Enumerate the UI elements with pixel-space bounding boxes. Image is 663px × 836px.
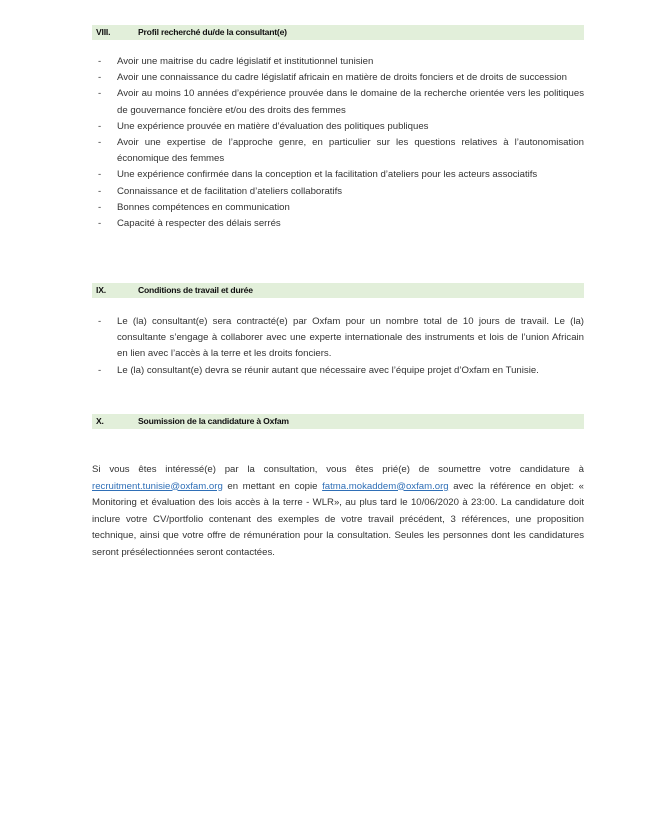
list-item: - Le (la) consultant(e) devra se réunir autant que nécessaire avec l’équipe projet d’Oxfam en Tunisie. xyxy=(92,363,584,379)
section-number: VIII. xyxy=(96,27,111,37)
list-item: - Connaissance et de facilitation d’ateliers collaboratifs xyxy=(92,184,584,200)
bullet-dash-icon: - xyxy=(98,364,102,376)
bullet-dash-icon: - xyxy=(98,137,102,149)
section-title: Soumission de la candidature à Oxfam xyxy=(138,416,289,426)
list-item: - Capacité à respecter des délais serrés xyxy=(92,216,584,232)
bullet-dash-icon: - xyxy=(98,72,102,84)
bullet-dash-icon: - xyxy=(98,185,102,197)
work-conditions-list xyxy=(92,314,584,379)
section-heading-ix xyxy=(92,283,584,298)
list-item: - Avoir au moins 10 années d’expérience prouvée dans le domaine de la recherche orientée vers les politiques de gouvernance foncière et/ou des droits des femmes xyxy=(98,88,584,116)
bullet-dash-icon: - xyxy=(98,201,102,213)
section-heading-x xyxy=(92,414,584,429)
list-item: - Avoir une maitrise du cadre législatif et institutionnel tunisien xyxy=(92,54,584,70)
section-number: IX. xyxy=(96,285,106,295)
section-title: Profil recherché du/de la consultant(e) xyxy=(138,27,287,37)
section-number: X. xyxy=(96,416,104,426)
bullet-dash-icon: - xyxy=(98,218,102,230)
recruitment-email-link[interactable]: recruitment.tunisie@oxfam.org xyxy=(92,480,223,492)
list-item: - Une expérience prouvée en matière d’évaluation des politiques publiques xyxy=(92,119,584,135)
section-heading-viii xyxy=(92,25,584,40)
list-item: - Bonnes compétences en communication xyxy=(92,200,584,216)
section-title: Conditions de travail et durée xyxy=(138,285,253,295)
bullet-dash-icon: - xyxy=(98,316,102,327)
profile-requirements-list xyxy=(92,54,584,232)
list-item: - Avoir une expertise de l’approche genre, en particulier sur les questions relatives à l’autonomisation économique des femmes xyxy=(98,137,584,165)
list-item: - Une expérience confirmée dans la conception et la facilitation d’ateliers pour les acteurs associatifs xyxy=(92,167,584,183)
bullet-dash-icon: - xyxy=(98,169,102,181)
submission-paragraph: Si vous êtes intéressé(e) par la consultation, vous êtes prié(e) de soumettre votre candidature à recruitment.tunisie@oxfam.org en mettant en copie fatma.mokaddem@oxfam.org avec la référence en objet: « Monitoring et évaluation des lois accès à la terre - WLR», au plus tard le 10/06/2020 à 23:00. La candidature doit inclure votre CV/portfolio contenant des exemples de votre travail précédent, 3 références, une proposition technique, ainsi que votre offre de rémunération pour la consultation. Seules les personnes dont les candidatures seront présélectionnées seront contactées. xyxy=(92,464,584,558)
list-item: - Le (la) consultant(e) sera contracté(e) par Oxfam pour un nombre total de 10 jours de travail. Le (la) consultante s’engage à collaborer avec une experte internationale des instruments et lois de l’union Africain en lien avec l’accès à la terre et les droits fonciers. xyxy=(98,316,584,360)
bullet-dash-icon: - xyxy=(98,88,102,100)
list-item: - Avoir une connaissance du cadre législatif africain en matière de droits fonciers et de droits de succession xyxy=(92,70,584,86)
bullet-dash-icon: - xyxy=(98,120,102,132)
bullet-dash-icon: - xyxy=(98,56,102,67)
cc-email-link[interactable]: fatma.mokaddem@oxfam.org xyxy=(322,480,449,492)
